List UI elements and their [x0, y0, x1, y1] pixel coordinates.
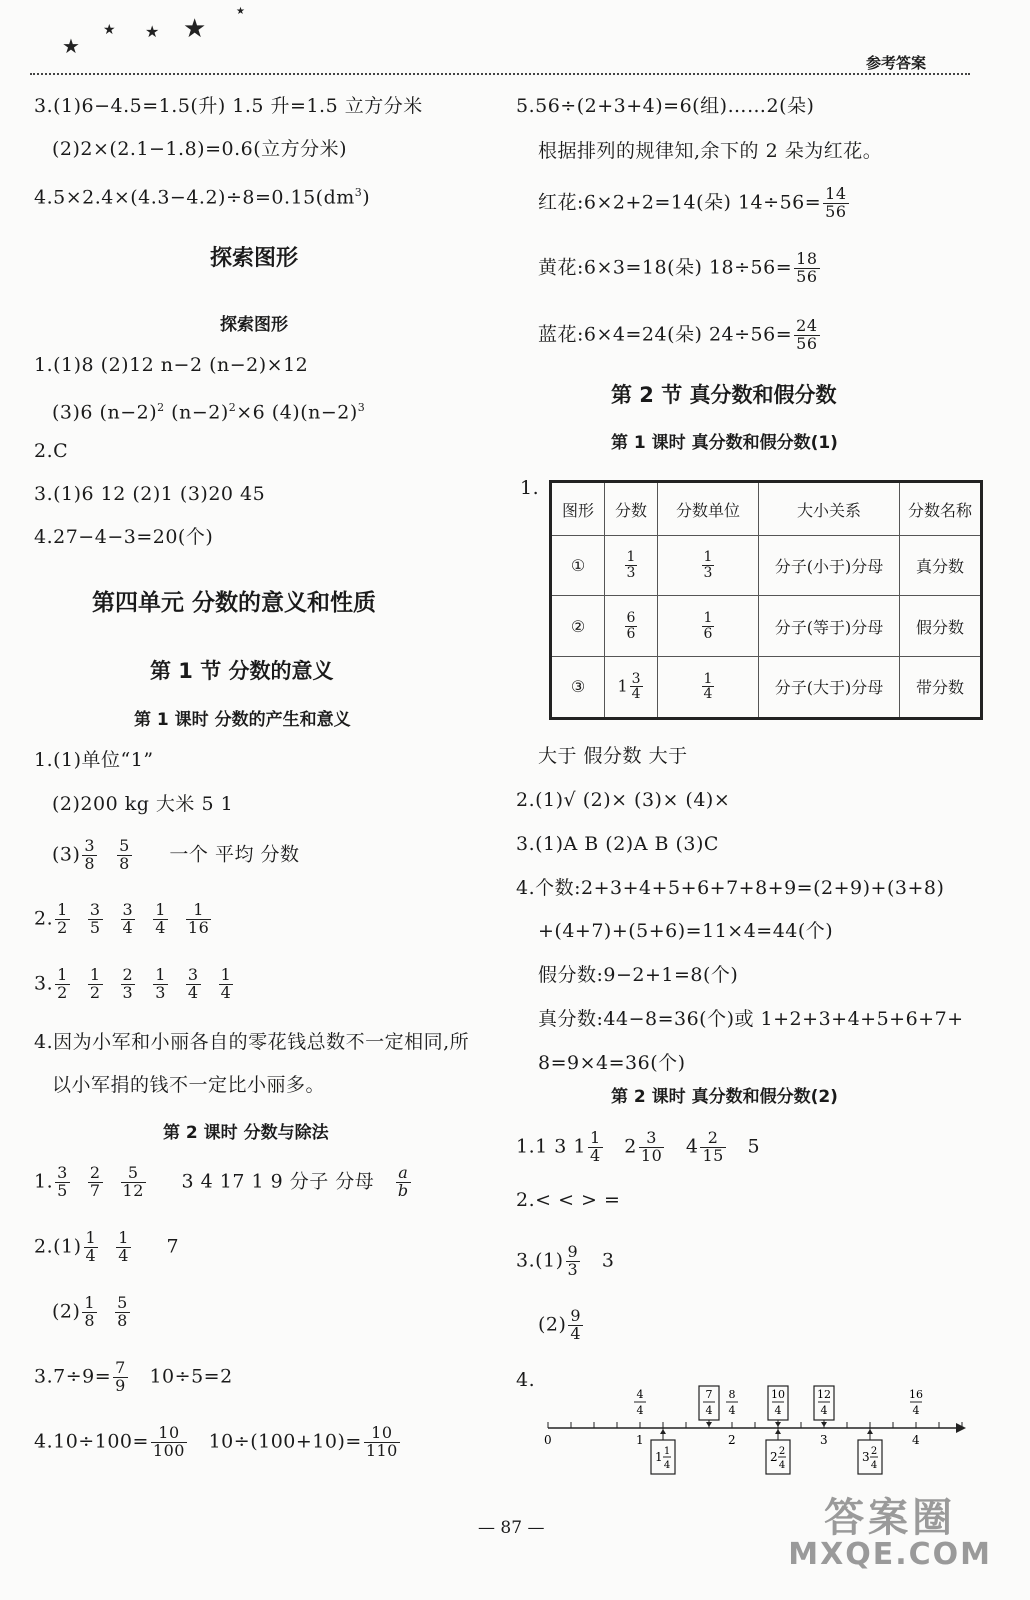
tick-label: 0: [544, 1433, 552, 1447]
fraction: $\frac{1}{3}$: [155, 965, 166, 1002]
top-fraction-denominator: 4: [912, 1404, 920, 1417]
explore-line-3: 2.C: [34, 440, 69, 462]
lesson2-line-1: 1. $\frac{3}{5}$ $\frac{2}{7}$ $\frac{5}{12}$ 3 4 17 1 9 分子 分母 $\frac{a}{b}$: [34, 1163, 409, 1200]
fraction: $\frac{1}{4}$: [85, 1228, 97, 1265]
p4-line: (2) $\frac{9}{4}$: [538, 1306, 582, 1343]
top-fraction-numerator: 4: [636, 1388, 644, 1401]
top-fraction-denominator: 4: [774, 1404, 782, 1417]
table-cell-name: 真分数: [900, 536, 982, 596]
top-fraction-numerator: 10: [771, 1388, 785, 1401]
top-fraction-denominator: 4: [705, 1404, 713, 1417]
mixed-fraction-numerator: 1: [663, 1446, 671, 1457]
watermark: [788, 1494, 992, 1572]
heading-lesson4: 第 2 课时 真分数和假分数(2): [611, 1087, 838, 1107]
p2-line: 2.< < > =: [516, 1189, 621, 1211]
q4-line-c: 假分数:9−2+1=8(个): [538, 964, 739, 986]
lesson1-line-6a: 4.因为小军和小丽各自的零花钱总数不一定相同,所: [34, 1031, 470, 1053]
table-header-cell: 图形: [551, 482, 605, 536]
pointer-icon: [867, 1429, 873, 1434]
heading-lesson3: 第 1 课时 真分数和假分数(1): [611, 433, 838, 453]
tick-label: 2: [728, 1433, 736, 1447]
right-line-2: 根据排列的规律知,余下的 2 朵为红花。: [538, 140, 883, 162]
header-rule: [30, 73, 970, 75]
fraction: $\frac{5}{8}$: [119, 836, 130, 873]
subheading-explore: 探索图形: [220, 315, 288, 335]
table-row: [551, 656, 982, 718]
fraction: $\frac{1}{4}$: [118, 1228, 129, 1265]
table-cell-unit: $\frac{1}{6}$: [658, 596, 759, 656]
fraction: $\frac{3}{8}$: [84, 836, 96, 873]
explore-line-1: 1.(1)8 (2)12 n−2 (n−2)×12: [34, 354, 309, 376]
fraction: $\frac{1}{4}$: [220, 965, 232, 1002]
p5-label: 4.: [516, 1369, 536, 1391]
q2-line: 2.(1)√ (2)× (3)× (4)×: [516, 789, 731, 811]
q3-line: 3.(1)A B (2)A B (3)C: [516, 833, 719, 855]
table-cell-unit: $\frac{1}{4}$: [658, 656, 759, 718]
table-row: [551, 596, 982, 656]
pointer-icon: [775, 1422, 781, 1427]
heading-explore: 探索图形: [210, 246, 299, 271]
heading-unit4: 第四单元 分数的意义和性质: [92, 590, 377, 616]
left-line-1: 3.(1)6−4.5=1.5(升) 1.5 升=1.5 立方分米: [34, 95, 423, 117]
fraction: $\frac{3}{4}$: [122, 900, 134, 937]
table-cell-name: 带分数: [900, 656, 982, 718]
lesson1-line-5: 3. $\frac{1}{2}$ $\frac{1}{2}$ $\frac{2}{3}$ $\frac{1}{3}$ $\frac{3}{4}$ $\frac{1}{4}$: [34, 965, 232, 1002]
header-title: 参考答案: [866, 54, 927, 72]
top-fraction-denominator: 4: [728, 1404, 736, 1417]
fraction: $\frac{5}{8}$: [117, 1293, 128, 1330]
top-fraction-denominator: 4: [636, 1404, 644, 1417]
table-cell-relation: 分子(小于)分母: [759, 536, 900, 596]
pointer-icon: [821, 1422, 827, 1427]
table-cell-relation: 分子(等于)分母: [759, 596, 900, 656]
watermark-logo: 答案圈: [824, 1494, 957, 1541]
mixed-fraction-numerator: 2: [778, 1446, 786, 1457]
top-fraction-numerator: 8: [728, 1388, 736, 1401]
table-cell-relation: 分子(大于)分母: [759, 656, 900, 718]
table-cell-shape: ②: [551, 596, 605, 656]
heading-section2: 第 2 节 真分数和假分数: [611, 383, 837, 407]
mixed-fraction-denominator: 4: [663, 1460, 671, 1471]
arrow-icon: [956, 1423, 966, 1433]
tick-label: 4: [912, 1433, 920, 1447]
pointer-icon: [775, 1429, 781, 1434]
top-fraction-denominator: 4: [820, 1404, 828, 1417]
table-cell-shape: ①: [551, 536, 605, 596]
mixed-fraction-whole: 2: [770, 1450, 778, 1464]
table-cell-fraction: $\frac{1}{3}$: [605, 536, 658, 596]
fraction: $\frac{1}{16}$: [187, 900, 210, 937]
top-fraction-numerator: 7: [705, 1388, 713, 1401]
fraction: $\frac{1}{2}$: [89, 965, 101, 1002]
top-fraction-numerator: 12: [817, 1388, 831, 1401]
table-header-cell: 分数名称: [900, 482, 982, 536]
right-line-3: 红花:6×2+2=14(朵) 14÷56= $\frac{14}{56}$: [538, 184, 847, 221]
lesson1-line-2: (2)200 kg 大米 5 1: [52, 793, 234, 815]
right-line-5: 蓝花:6×4=24(朵) 24÷56= $\frac{24}{56}$: [538, 316, 818, 353]
p1-line: 1.1 3 1 $\frac{1}{4}$ 2 $\frac{3}{10}$ 4 $\frac{2}{15}$ 5: [516, 1128, 761, 1165]
lesson1-line-3: (3) $\frac{3}{8}$ $\frac{5}{8}$ 一个 平均 分数: [52, 836, 300, 873]
explore-line-4: 3.(1)6 12 (2)1 (3)20 45: [34, 483, 266, 505]
top-fraction-numerator: 16: [909, 1388, 923, 1401]
fraction-table: [549, 480, 983, 720]
table-cell-fraction: $\frac{6}{6}$: [605, 596, 658, 656]
fraction: $\frac{1}{2}$: [57, 965, 68, 1002]
tick-label: 1: [636, 1433, 644, 1447]
table-cell-name: 假分数: [900, 596, 982, 656]
left-line-2: (2)2×(2.1−1.8)=0.6(立方分米): [52, 138, 348, 160]
right-line-1: 5.56÷(2+3+4)=6(组)……2(朵): [516, 95, 815, 117]
lesson1-line-6b: 以小军捐的钱不一定比小丽多。: [52, 1074, 326, 1096]
fraction: $\frac{5}{12}$: [122, 1163, 144, 1200]
explore-line-2: (3)6 $(n-2)^2$ $(n-2)^2\times 6$ $(4)(n-2)^3$: [52, 401, 366, 424]
fraction: $\frac{2}{7}$: [89, 1163, 101, 1200]
q1-label: 1.: [520, 477, 540, 499]
fraction: $\frac{2}{3}$: [122, 965, 134, 1002]
table-header-cell: 分数单位: [658, 482, 759, 536]
page-number: — 87 —: [478, 1518, 545, 1538]
lesson2-line-4: 3.7÷9= $\frac{7}{9}$ 10÷5=2: [34, 1358, 233, 1395]
table-header-cell: 大小关系: [759, 482, 900, 536]
pointer-icon: [660, 1429, 666, 1434]
fraction: $\frac{1}{8}$: [84, 1293, 96, 1330]
lesson2-line-3: (2) $\frac{1}{8}$ $\frac{5}{8}$: [52, 1293, 128, 1330]
lesson2-line-2: 2.(1) $\frac{1}{4}$ $\frac{1}{4}$ 7: [34, 1228, 180, 1265]
heading-lesson1: 第 1 课时 分数的产生和意义: [134, 710, 351, 730]
number-line: [544, 1388, 968, 1510]
q4-line-a: 4.个数:2+3+4+5+6+7+8+9=(2+9)+(3+8): [516, 877, 945, 899]
q4-line-e: 8=9×4=36(个): [538, 1052, 686, 1074]
heading-lesson2: 第 2 课时 分数与除法: [163, 1123, 329, 1143]
fraction: $\frac{3}{5}$: [57, 1163, 68, 1200]
table-cell-shape: ③: [551, 656, 605, 718]
table-row: [551, 536, 982, 596]
mixed-fraction-whole: 1: [655, 1450, 663, 1464]
q4-line-b: +(4+7)+(5+6)=11×4=44(个): [538, 920, 834, 942]
fraction: $\frac{1}{2}$: [57, 900, 68, 937]
table-header-row: [551, 482, 982, 536]
explore-line-5: 4.27−4−3=20(个): [34, 526, 214, 548]
watermark-url: MXQE.COM: [788, 1536, 992, 1572]
lesson2-line-5: 4.10÷100= $\frac{10}{100}$ 10÷(100+10)= $\frac{10}{110}$: [34, 1423, 398, 1460]
left-line-3: $4.5\times 2.4\times(4.3-4.2)\div 8=0.15(dm^3)$: [34, 186, 371, 209]
right-line-4: 黄花:6×3=18(朵) 18÷56= $\frac{18}{56}$: [538, 249, 818, 286]
fraction: $\frac{3}{4}$: [187, 965, 199, 1002]
tick-label: 3: [820, 1433, 828, 1447]
table-header-cell: 分数: [605, 482, 658, 536]
p3-line: 3.(1) $\frac{9}{3}$ 3: [516, 1242, 615, 1279]
table-cell-fraction: 1 $\frac{3}{4}$: [605, 656, 658, 718]
pointer-icon: [706, 1422, 712, 1427]
table-after-line: 大于 假分数 大于: [538, 745, 688, 767]
mixed-fraction-denominator: 4: [870, 1460, 878, 1471]
lesson1-line-1: 1.(1)单位“1”: [34, 749, 154, 771]
fraction: $\frac{1}{4}$: [155, 900, 166, 937]
mixed-fraction-numerator: 2: [870, 1446, 878, 1457]
fraction: $\frac{3}{5}$: [89, 900, 101, 937]
heading-section1: 第 1 节 分数的意义: [150, 659, 334, 683]
q4-line-d: 真分数:44−8=36(个)或 1+2+3+4+5+6+7+: [538, 1008, 964, 1030]
mixed-fraction-denominator: 4: [778, 1460, 786, 1471]
table-cell-unit: $\frac{1}{3}$: [658, 536, 759, 596]
mixed-fraction-whole: 3: [862, 1450, 870, 1464]
lesson1-line-4: 2. $\frac{1}{2}$ $\frac{3}{5}$ $\frac{3}{4}$ $\frac{1}{4}$ $\frac{1}{16}$: [34, 900, 210, 937]
